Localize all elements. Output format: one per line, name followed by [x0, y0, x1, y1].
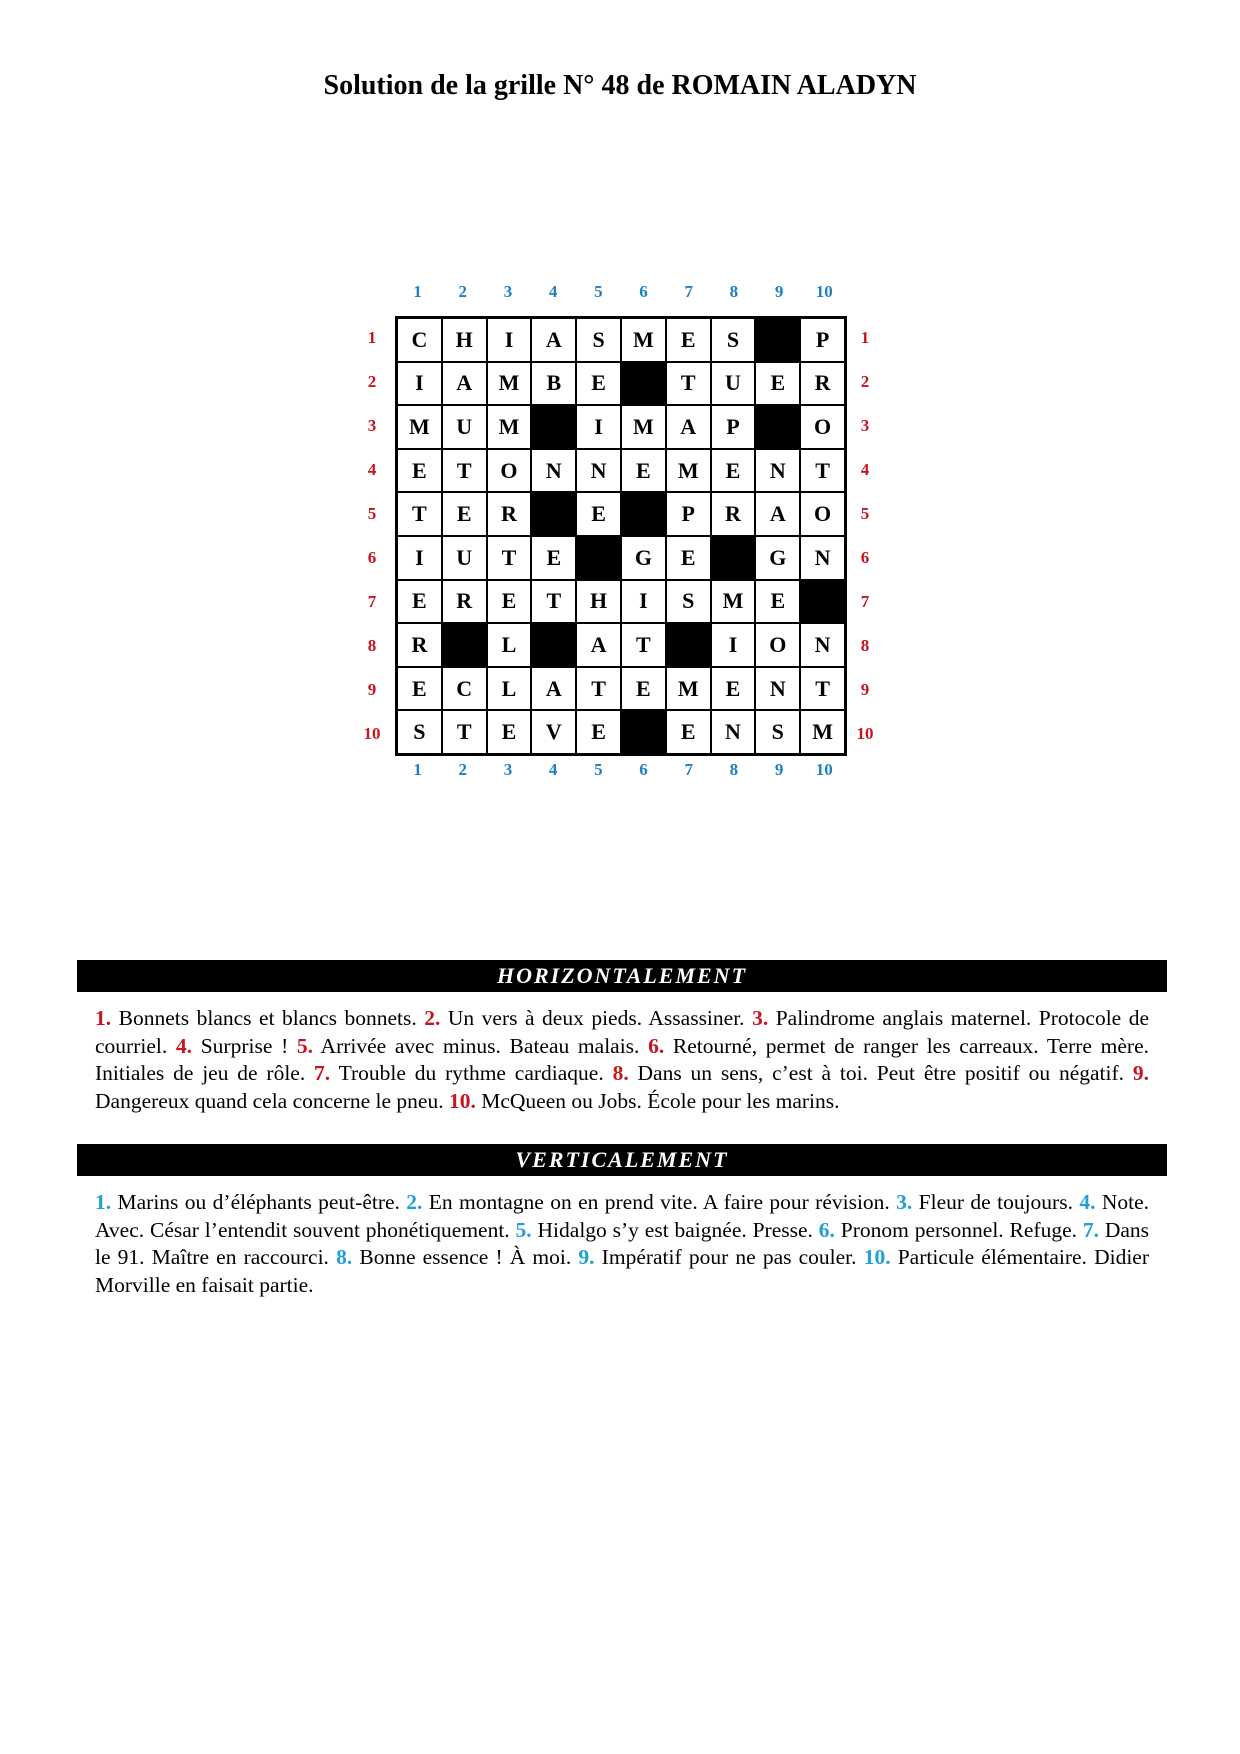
row-numbers-right — [845, 316, 885, 756]
grid-cell: N — [800, 536, 845, 580]
clue-number: 4. — [1079, 1190, 1096, 1214]
column-numbers-bottom — [395, 758, 847, 782]
row-number: 3 — [860, 416, 870, 435]
clue-text: Pronom personnel. Refuge. — [834, 1217, 1083, 1242]
row-number: 6 — [367, 548, 377, 567]
crossword-grid — [395, 316, 847, 756]
grid-cell: E — [576, 362, 621, 406]
grid-cell: M — [487, 405, 532, 449]
grid-cell: H — [442, 318, 487, 362]
grid-cell: E — [442, 492, 487, 536]
column-number: 7 — [684, 760, 693, 779]
black-square — [666, 623, 711, 667]
row-number: 8 — [860, 636, 870, 655]
grid-cell: E — [397, 580, 442, 624]
grid-cell: I — [487, 318, 532, 362]
grid-cell: T — [397, 492, 442, 536]
clue-text: Palindrome anglais maternel. Protocole de courriel. — [95, 1006, 1150, 1058]
grid-cell: T — [666, 362, 711, 406]
row-numbers-left — [352, 316, 392, 756]
column-number: 5 — [594, 760, 603, 779]
grid-cell: S — [397, 710, 442, 754]
grid-cell: O — [800, 405, 845, 449]
clue-number: 7. — [314, 1061, 331, 1085]
row-number: 1 — [860, 328, 870, 347]
clue-number: 2. — [406, 1190, 423, 1214]
black-square — [621, 710, 666, 754]
grid-cell: N — [576, 449, 621, 493]
clue-number: 8. — [336, 1245, 353, 1269]
column-number: 9 — [774, 282, 784, 301]
grid-cell: N — [711, 710, 756, 754]
grid-cell: A — [755, 492, 800, 536]
column-number: 10 — [815, 282, 833, 301]
column-number: 7 — [684, 282, 693, 301]
clue-text: Dangereux quand cela concerne le pneu. — [95, 1088, 449, 1113]
black-square — [711, 536, 756, 580]
grid-cell: T — [442, 710, 487, 754]
grid-cell: E — [711, 449, 756, 493]
grid-cell: N — [531, 449, 576, 493]
clue-number: 4. — [175, 1033, 193, 1058]
column-number: 3 — [503, 760, 513, 779]
black-square — [442, 623, 487, 667]
column-number: 4 — [548, 760, 558, 779]
grid-cell: G — [755, 536, 800, 580]
grid-cell: E — [487, 710, 532, 754]
grid-cell: E — [666, 318, 711, 362]
column-number: 10 — [815, 760, 833, 779]
black-square — [576, 536, 621, 580]
clue-number: 6. — [818, 1217, 835, 1242]
column-number: 1 — [413, 282, 422, 301]
clue-number: 9. — [578, 1245, 595, 1269]
grid-cell: U — [442, 536, 487, 580]
clue-text: Retourné, permet de ranger les carreaux. Terre mère. Initiales de jeu de rôle. — [95, 1033, 1149, 1085]
vertical-clues — [95, 1189, 1149, 1299]
grid-cell: G — [621, 536, 666, 580]
vertical-heading: VERTICALEMENT — [77, 1144, 1167, 1176]
grid-cell: B — [531, 362, 576, 406]
clue-text: Particule élémentaire. Didier Morville en faisait partie. — [95, 1245, 1149, 1297]
grid-cell: I — [397, 362, 442, 406]
row-number: 3 — [367, 416, 377, 435]
column-number: 2 — [458, 282, 468, 301]
row-number: 1 — [367, 328, 377, 347]
grid-cell: M — [800, 710, 845, 754]
horizontal-clues — [95, 1005, 1149, 1115]
grid-cell: N — [755, 449, 800, 493]
column-number: 9 — [774, 760, 784, 779]
row-number: 9 — [860, 680, 870, 699]
clue-number: 1. — [95, 1190, 112, 1214]
grid-cell: E — [711, 667, 756, 711]
clue-number: 3. — [896, 1190, 913, 1214]
grid-cell: I — [397, 536, 442, 580]
clue-text: Marins ou d’éléphants peut-être. — [111, 1190, 407, 1214]
clue-number: 7. — [1082, 1217, 1099, 1242]
clue-number: 10. — [448, 1088, 476, 1113]
grid-cell: R — [711, 492, 756, 536]
grid-cell: H — [576, 580, 621, 624]
grid-cell: A — [576, 623, 621, 667]
grid-cell: S — [755, 710, 800, 754]
row-number: 9 — [367, 680, 377, 699]
black-square — [531, 405, 576, 449]
grid-cell: E — [576, 492, 621, 536]
clue-text: Hidalgo s’y est baignée. Presse. — [531, 1217, 819, 1242]
clue-text: Impératif pour ne pas couler. — [594, 1245, 864, 1269]
column-number: 2 — [458, 760, 468, 779]
grid-cell: C — [397, 318, 442, 362]
grid-cell: P — [800, 318, 845, 362]
grid-cell: L — [487, 667, 532, 711]
clue-number: 2. — [424, 1006, 441, 1030]
grid-cell: C — [442, 667, 487, 711]
grid-cell: E — [621, 667, 666, 711]
column-number: 8 — [729, 282, 739, 301]
row-number: 7 — [860, 592, 870, 611]
grid-cell: L — [487, 623, 532, 667]
column-number: 5 — [594, 282, 603, 301]
grid-cell: T — [442, 449, 487, 493]
row-number: 6 — [860, 548, 870, 567]
row-number: 2 — [367, 372, 377, 391]
clue-text: Dans le 91. Maître en raccourci. — [95, 1217, 1150, 1269]
column-number: 3 — [503, 282, 513, 301]
grid-cell: P — [711, 405, 756, 449]
grid-cell: E — [621, 449, 666, 493]
clue-number: 5. — [296, 1033, 314, 1058]
grid-cell: E — [397, 449, 442, 493]
grid-cell: T — [800, 449, 845, 493]
clue-text: McQueen ou Jobs. École pour les marins. — [475, 1088, 840, 1113]
row-number: 10 — [363, 724, 381, 743]
column-number: 4 — [548, 282, 558, 301]
grid-cell: P — [666, 492, 711, 536]
column-numbers-top — [395, 280, 847, 304]
row-number: 5 — [367, 504, 377, 523]
black-square — [531, 623, 576, 667]
grid-cell: R — [442, 580, 487, 624]
column-number: 1 — [413, 760, 422, 779]
grid-cell: E — [487, 580, 532, 624]
grid-cell: R — [397, 623, 442, 667]
clue-number: 8. — [612, 1061, 629, 1085]
grid-cell: R — [800, 362, 845, 406]
column-number: 6 — [639, 282, 648, 301]
grid-cell: S — [576, 318, 621, 362]
grid-cell: T — [576, 667, 621, 711]
clue-text: Trouble du rythme cardiaque. — [330, 1061, 613, 1085]
black-square — [755, 405, 800, 449]
grid-cell: O — [800, 492, 845, 536]
grid-cell: T — [800, 667, 845, 711]
grid-cell: E — [666, 710, 711, 754]
clue-text: Arrivée avec minus. Bateau malais. — [313, 1033, 649, 1058]
grid-cell: S — [666, 580, 711, 624]
grid-cell: M — [487, 362, 532, 406]
grid-cell: O — [755, 623, 800, 667]
black-square — [800, 580, 845, 624]
clue-number: 5. — [515, 1217, 532, 1242]
grid-cell: A — [666, 405, 711, 449]
grid-cell: E — [531, 536, 576, 580]
black-square — [755, 318, 800, 362]
grid-cell: N — [800, 623, 845, 667]
grid-cell: M — [711, 580, 756, 624]
clue-text: Fleur de toujours. — [912, 1190, 1080, 1214]
grid-cell: I — [576, 405, 621, 449]
row-number: 4 — [860, 460, 870, 479]
grid-cell: A — [442, 362, 487, 406]
grid-cell: T — [487, 536, 532, 580]
clue-number: 9. — [1132, 1061, 1149, 1085]
black-square — [531, 492, 576, 536]
grid-cell: M — [621, 318, 666, 362]
row-number: 5 — [860, 504, 870, 523]
grid-cell: I — [711, 623, 756, 667]
row-number: 7 — [367, 592, 377, 611]
clue-text: Surprise ! — [192, 1033, 297, 1058]
grid-cell: M — [666, 667, 711, 711]
grid-cell: T — [531, 580, 576, 624]
grid-cell: E — [666, 536, 711, 580]
grid-cell: S — [711, 318, 756, 362]
row-number: 4 — [367, 460, 377, 479]
clue-number: 3. — [752, 1006, 769, 1030]
clue-text: Un vers à deux pieds. Assassiner. — [440, 1006, 753, 1030]
row-number: 10 — [856, 724, 874, 743]
clue-text: En montagne on en prend vite. A faire pour révision. — [422, 1190, 897, 1214]
grid-cell: I — [621, 580, 666, 624]
row-number: 8 — [367, 636, 377, 655]
column-number: 6 — [639, 760, 648, 779]
column-number: 8 — [729, 760, 739, 779]
grid-cell: M — [621, 405, 666, 449]
grid-cell: M — [666, 449, 711, 493]
grid-cell: E — [576, 710, 621, 754]
grid-cell: V — [531, 710, 576, 754]
grid-cell: E — [755, 580, 800, 624]
row-number: 2 — [860, 372, 870, 391]
black-square — [621, 492, 666, 536]
clue-number: 6. — [648, 1033, 665, 1058]
grid-cell: A — [531, 318, 576, 362]
grid-cell: U — [442, 405, 487, 449]
grid-cell: O — [487, 449, 532, 493]
clue-text: Note. Avec. César l’entendit souvent phonétiquement. — [95, 1190, 1149, 1242]
grid-cell: A — [531, 667, 576, 711]
page-title: Solution de la grille N° 48 de ROMAIN ALADYN — [323, 70, 917, 101]
grid-cell: E — [755, 362, 800, 406]
clue-text: Dans un sens, c’est à toi. Peut être positif ou négatif. — [628, 1061, 1133, 1085]
grid-cell: E — [397, 667, 442, 711]
clue-text: Bonne essence ! À moi. — [352, 1245, 579, 1269]
grid-cell: T — [621, 623, 666, 667]
clue-number: 10. — [863, 1245, 891, 1269]
grid-cell: M — [397, 405, 442, 449]
black-square — [621, 362, 666, 406]
horizontal-heading: HORIZONTALEMENT — [77, 960, 1167, 992]
grid-cell: N — [755, 667, 800, 711]
grid-cell: R — [487, 492, 532, 536]
clue-number: 1. — [95, 1006, 112, 1030]
clue-text: Bonnets blancs et blancs bonnets. — [111, 1006, 425, 1030]
grid-cell: U — [711, 362, 756, 406]
